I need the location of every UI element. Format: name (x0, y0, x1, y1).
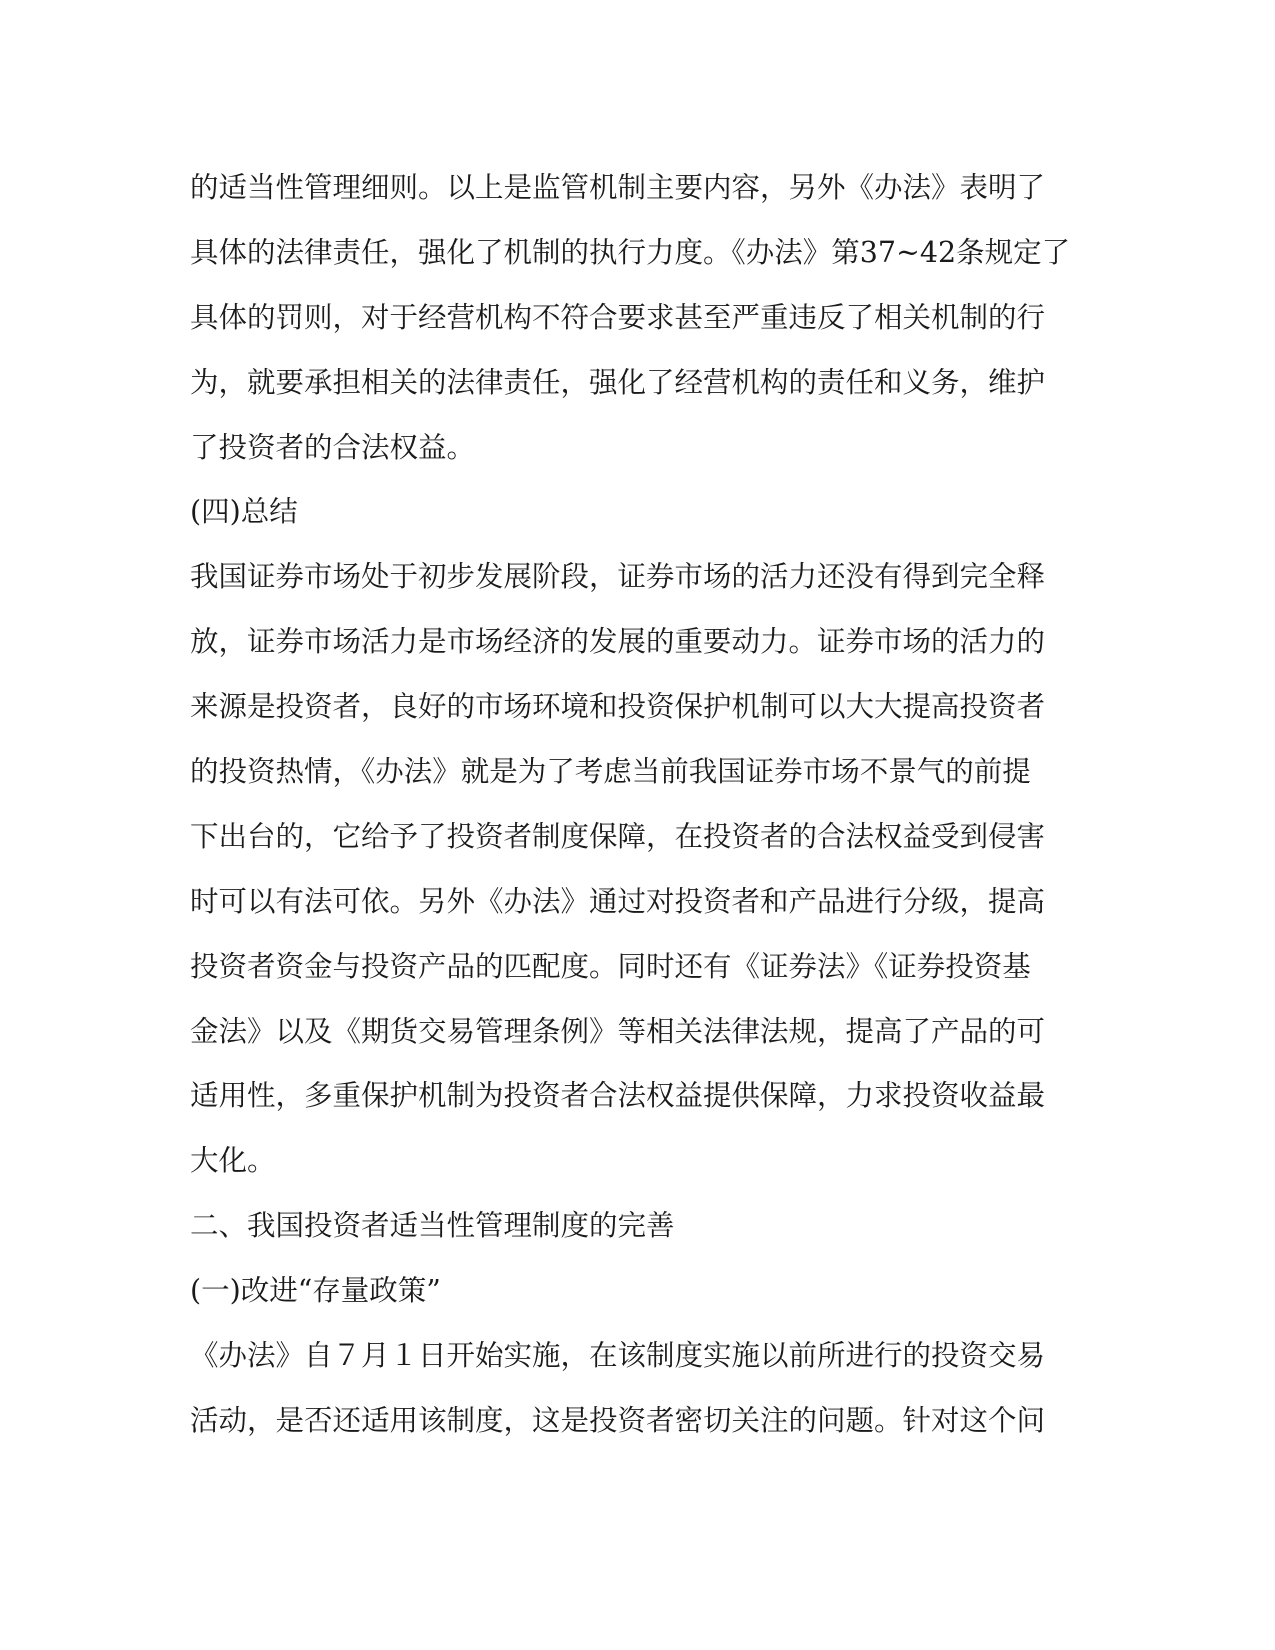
text-line: 大化。 (190, 1144, 276, 1178)
text-line: 《办法》自７月１日开始实施，在该制度实施以前所进行的投资交易 (190, 1339, 1046, 1373)
text-line: 的适当性管理细则。以上是监管机制主要内容，另外《办法》表明了 (190, 171, 1046, 204)
text-line: 的投资热情，《办法》就是为了考虑当前我国证券市场不景气的前提 (190, 755, 1031, 789)
text-line: 放，证券市场活力是市场经济的发展的重要动力。证券市场的活力的 (190, 625, 1046, 659)
section-heading: (一)改进“存量政策” (190, 1274, 441, 1308)
text-line: 活动，是否还适用该制度，这是投资者密切关注的问题。针对这个问 (190, 1403, 1046, 1437)
section-heading: (四)总结 (190, 495, 298, 529)
text-line: 时可以有法可依。另外《办法》通过对投资者和产品进行分级，提高 (190, 884, 1046, 918)
text-line: 具体的法律责任，强化了机制的执行力度。《办法》第37~42条规定了 (190, 235, 1071, 269)
chapter-heading: 二、我国投资者适当性管理制度的完善 (190, 1209, 675, 1243)
text-line: 投资者资金与投资产品的匹配度。同时还有《证券法》《证券投资基 (190, 949, 1031, 983)
text-line: 为，就要承担相关的法律责任，强化了经营机构的责任和义务，维护 (190, 365, 1046, 399)
body-text (190, 156, 1070, 1454)
text-line: 下出台的，它给予了投资者制度保障，在投资者的合法权益受到侵害 (190, 819, 1046, 853)
text-line: 金法》以及《期货交易管理条例》等相关法律法规，提高了产品的可 (190, 1014, 1046, 1048)
text-line: 来源是投资者，良好的市场环境和投资保护机制可以大大提高投资者 (190, 690, 1046, 724)
text-line: 我国证券市场处于初步发展阶段，证券市场的活力还没有得到完全释 (190, 560, 1046, 594)
text-line: 具体的罚则，对于经营机构不符合要求甚至严重违反了相关机制的行 (190, 300, 1046, 334)
text-line: 适用性，多重保护机制为投资者合法权益提供保障，力求投资收益最 (190, 1079, 1046, 1113)
text-line: 了投资者的合法权益。 (190, 430, 476, 464)
